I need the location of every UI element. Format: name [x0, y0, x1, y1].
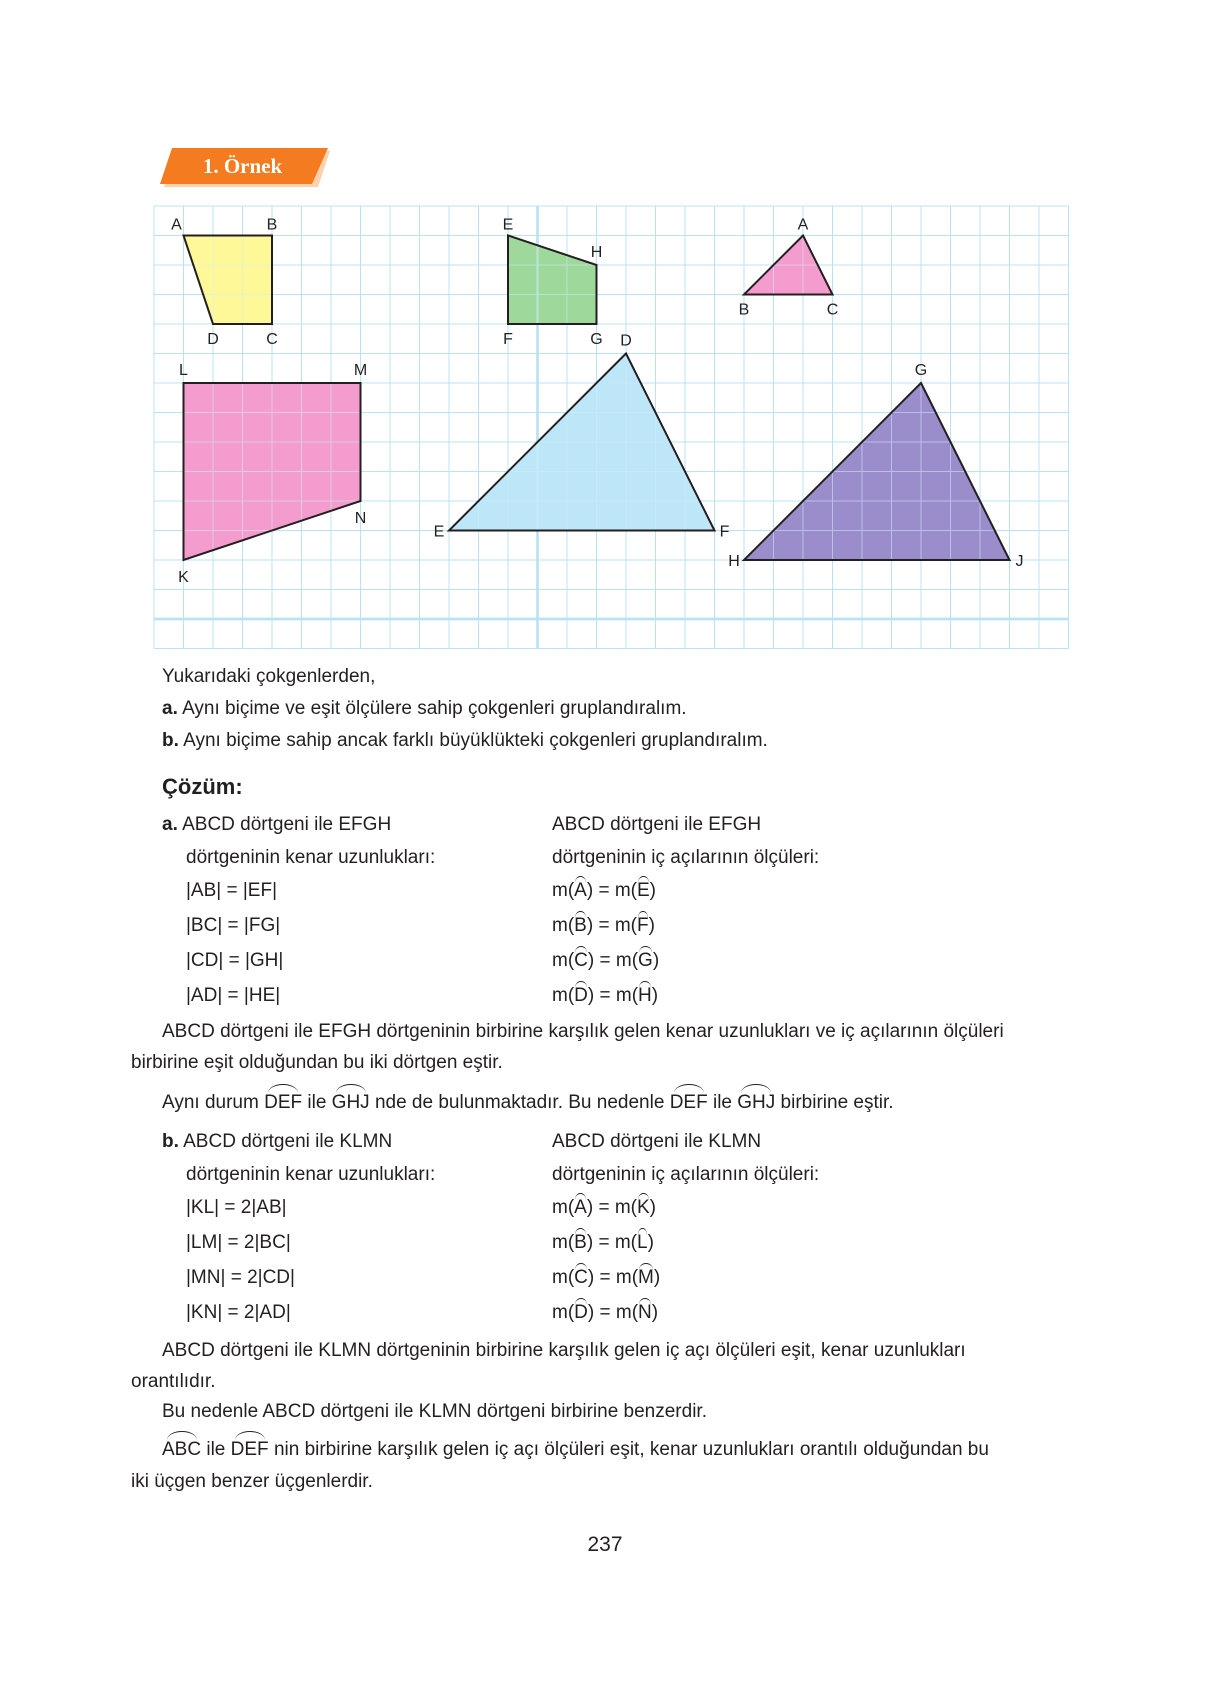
vertex-label-C: C: [826, 301, 839, 319]
vertex-label-H: H: [590, 244, 603, 261]
vertex-label-L: L: [179, 362, 188, 379]
question-b: b. Aynı biçime sahip ancak farklı büyüklükteki çokgenleri gruplandıralım.: [162, 730, 768, 751]
triangle-GHJ: GHJ: [737, 1092, 776, 1113]
vertex-label-E: E: [433, 523, 445, 541]
side-equation: |AD| = |HE|: [186, 985, 281, 1006]
vertex-label-A: A: [797, 216, 809, 234]
similar-triangles-sentence: ABC ile DEF nin birbirine karşılık gelen iç açı ölçüleri eşit, kenar uzunlukları orantılı olduğundan bu: [162, 1439, 989, 1460]
side-equation: |KN| = 2|AD|: [186, 1302, 291, 1323]
triangle-ABC: ABC: [162, 1439, 202, 1460]
vertex-label-G: G: [914, 362, 928, 379]
shape-EFGH: [508, 236, 597, 325]
solution-b-right-subtitle: dörtgeninin iç açılarının ölçüleri:: [552, 1164, 820, 1185]
vertex-label-D: D: [620, 332, 632, 350]
triangle-DEF: DEF: [669, 1092, 708, 1113]
side-equation: |BC| = |FG|: [186, 915, 281, 936]
similar-quadrilaterals-sentence: Bu nedenle ABCD dörtgeni ile KLMN dörtgeni birbirine benzerdir.: [162, 1401, 707, 1422]
vertex-label-E: E: [502, 216, 514, 234]
triangle-GHJ: GHJ: [331, 1092, 370, 1113]
vertex-label-H: H: [728, 553, 740, 570]
angle-equation: m(A) = m(K): [552, 1197, 656, 1218]
solution-b-right-title: ABCD dörtgeni ile KLMN: [552, 1131, 762, 1152]
vertex-label-F: F: [719, 523, 730, 541]
triangle-DEF: DEF: [230, 1439, 269, 1460]
question-a: a. Aynı biçime ve eşit ölçülere sahip çokgenleri gruplandıralım.: [162, 698, 687, 719]
vertex-label-C: C: [266, 331, 278, 348]
vertex-label-K: K: [178, 569, 189, 586]
vertex-label-B: B: [266, 216, 278, 234]
angle-equation: m(B) = m(F): [552, 915, 655, 936]
example-title: 1. Örnek: [202, 154, 283, 178]
solution-a-conclusion: ABCD dörtgeni ile EFGH dörtgeninin birbirine karşılık gelen kenar uzunlukları ve iç açılarının ölçüleri birbirine eşit olduğundan bu iki dörtgen eştir.: [131, 1021, 1004, 1073]
angle-equation: m(C) = m(G): [552, 950, 660, 971]
vertex-label-D: D: [207, 331, 219, 348]
vertex-label-M: M: [353, 362, 368, 379]
vertex-label-A: A: [171, 216, 182, 234]
angle-equation: m(A) = m(E): [552, 880, 656, 901]
angle-equation: m(B) = m(L): [552, 1232, 654, 1253]
vertex-label-N: N: [354, 510, 367, 527]
solution-b-left-subtitle: dörtgeninin kenar uzunlukları:: [186, 1164, 436, 1185]
same-case-sentence: Aynı durum DEF ile GHJ nde de bulunmaktadır. Bu nedenle DEF ile GHJ birbirine eştir.: [162, 1092, 894, 1113]
solution-b-conclusion: ABCD dörtgeni ile KLMN dörtgeninin birbirine karşılık gelen iç açı ölçüleri eşit, kenar uzunlukları orantılıdır.: [131, 1340, 966, 1392]
solution-a-left-title: a. ABCD dörtgeni ile EFGH: [162, 814, 392, 835]
solution-a-right-title: ABCD dörtgeni ile EFGH: [552, 814, 762, 835]
side-equation: |MN| = 2|CD|: [186, 1267, 295, 1288]
solution-b-left-title: b. ABCD dörtgeni ile KLMN: [162, 1131, 393, 1152]
side-equation: |LM| = 2|BC|: [186, 1232, 291, 1253]
vertex-label-B: B: [738, 301, 750, 319]
angle-equation: m(C) = m(M): [552, 1267, 661, 1288]
vertex-label-F: F: [503, 331, 513, 348]
example-banner: [160, 148, 330, 186]
similar-triangles-sentence-end: iki üçgen benzer üçgenlerdir.: [131, 1471, 373, 1492]
angle-equation: m(D) = m(H): [552, 985, 659, 1006]
page-number: 237: [587, 1533, 623, 1556]
polygon-grid-figure: [148, 200, 1078, 660]
grid-svg: [148, 200, 1078, 660]
side-equation: |KL| = 2|AB|: [186, 1197, 287, 1218]
angle-equation: m(D) = m(N): [552, 1302, 659, 1323]
side-equation: |CD| = |GH|: [186, 950, 284, 971]
vertex-label-J: J: [1015, 553, 1024, 570]
triangle-DEF: DEF: [264, 1092, 303, 1113]
solution-heading: Çözüm:: [162, 774, 243, 799]
question-intro: Yukarıdaki çokgenlerden,: [162, 666, 376, 687]
solution-a-right-subtitle: dörtgeninin iç açılarının ölçüleri:: [552, 847, 820, 868]
solution-a-left-subtitle: dörtgeninin kenar uzunlukları:: [186, 847, 436, 868]
vertex-label-G: G: [590, 331, 603, 348]
shape-ABCD: [184, 236, 273, 325]
side-equation: |AB| = |EF|: [186, 880, 278, 901]
